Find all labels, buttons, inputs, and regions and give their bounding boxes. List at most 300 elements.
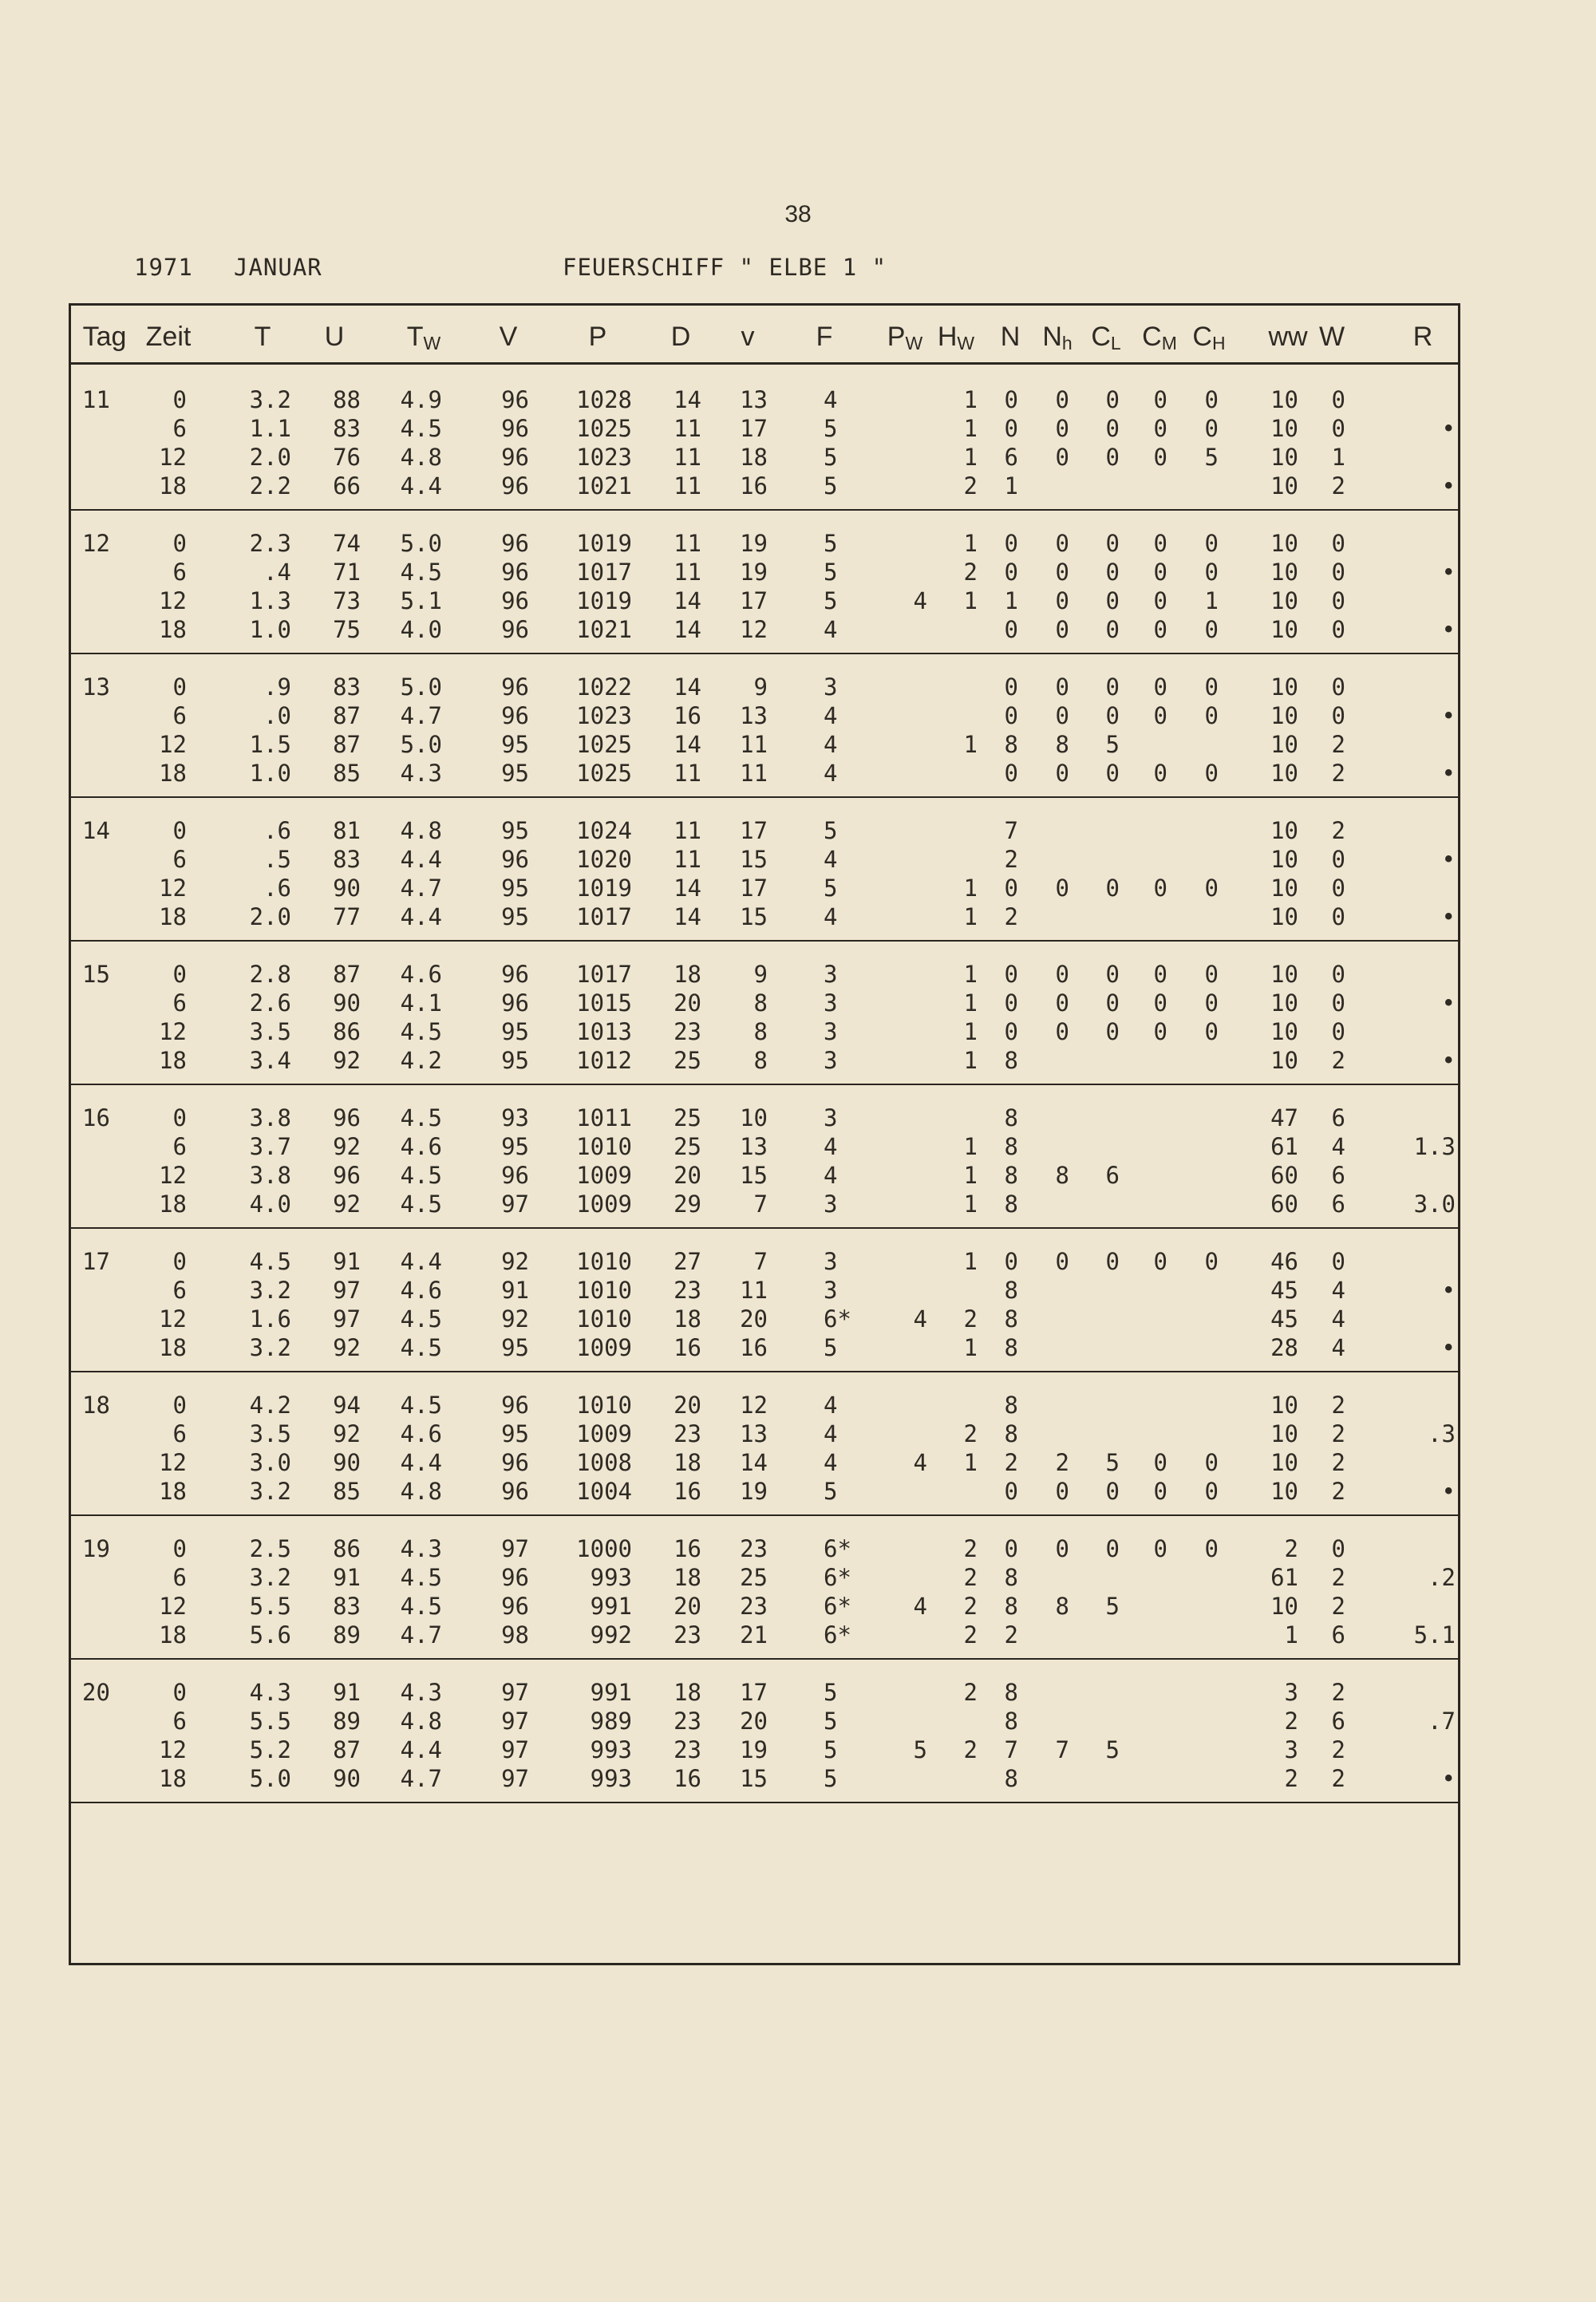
cell-f: 4 [824,386,838,413]
cell-tw: 4.6 [400,961,442,988]
cell-t: 2.0 [249,903,291,930]
cell-v: 96 [501,961,529,988]
cell-d: 29 [674,1190,701,1218]
cell-zeit: 6 [172,1277,187,1304]
cell-u: 96 [333,1104,361,1131]
cell-cl: 0 [1105,415,1120,442]
cell-w: 1 [1331,444,1345,471]
cell-d: 23 [674,1708,701,1735]
cell-ww: 60 [1270,1162,1298,1189]
cell-t: 3.2 [249,1478,291,1505]
cell-f: 5 [824,415,838,442]
cell-hw: 1 [963,386,978,413]
cell-t: 1.1 [249,415,291,442]
cell-w: 4 [1331,1277,1345,1304]
cell-p: 1009 [576,1334,632,1361]
cell-vv: 15 [740,846,768,873]
cell-n: 8 [1004,1593,1018,1620]
cell-r: • [1441,616,1456,643]
cell-p: 1009 [576,1162,632,1189]
cell-ch: 5 [1204,444,1219,471]
cell-r: .2 [1428,1564,1456,1591]
cell-p: 1019 [576,587,632,614]
cell-tw: 4.4 [400,846,442,873]
cell-ww: 10 [1270,760,1298,787]
cell-pw: 5 [913,1736,927,1763]
cell-d: 25 [674,1104,701,1131]
cell-r: • [1441,472,1456,499]
cell-nh: 0 [1055,1478,1069,1505]
cell-w: 0 [1331,1248,1345,1275]
cell-d: 23 [674,1621,701,1649]
cell-t: 1.3 [249,587,291,614]
cell-n: 7 [1004,1736,1018,1763]
cell-nh: 0 [1055,587,1069,614]
cell-ww: 10 [1270,444,1298,471]
cell-vv: 21 [740,1621,768,1649]
cell-n: 0 [1004,989,1018,1017]
cell-u: 83 [333,673,361,701]
cell-ww: 45 [1270,1305,1298,1333]
cell-ww: 45 [1270,1277,1298,1304]
cell-p: 992 [590,1621,632,1649]
cell-t: 5.6 [249,1621,291,1649]
cell-ch: 0 [1204,961,1219,988]
cell-r: • [1441,760,1456,787]
cell-vv: 15 [740,1765,768,1792]
cell-ww: 3 [1284,1679,1298,1706]
cell-tw: 4.5 [400,415,442,442]
cell-t: 5.0 [249,1765,291,1792]
cell-w: 0 [1331,530,1345,557]
cell-p: 1013 [576,1018,632,1045]
cell-vv: 17 [740,817,768,844]
cell-f: 4 [824,731,838,758]
day-block-18 [71,1371,1458,1516]
cell-vv: 13 [740,702,768,729]
column-header-vv: v [741,322,755,352]
cell-u: 89 [333,1708,361,1735]
cell-f: 3 [824,673,838,701]
cell-p: 1010 [576,1392,632,1419]
cell-f: 5 [824,875,838,902]
cell-w: 2 [1331,731,1345,758]
cell-f: 4 [824,760,838,787]
cell-ch: 0 [1204,1478,1219,1505]
cell-nh: 0 [1055,1535,1069,1562]
cell-ww: 10 [1270,530,1298,557]
cell-d: 16 [674,1478,701,1505]
cell-n: 8 [1004,1190,1018,1218]
cell-w: 0 [1331,989,1345,1017]
cell-u: 90 [333,875,361,902]
cell-f: 5 [824,1765,838,1792]
cell-f: 4 [824,846,838,873]
cell-f: 6* [824,1564,851,1591]
cell-hw: 2 [963,1593,978,1620]
cell-f: 3 [824,1190,838,1218]
cell-v: 92 [501,1248,529,1275]
cell-w: 4 [1331,1133,1345,1160]
header-ship-name: FEUERSCHIFF " ELBE 1 " [563,254,887,281]
cell-d: 11 [674,472,701,499]
cell-u: 87 [333,1736,361,1763]
cell-cm: 0 [1153,386,1167,413]
cell-tw: 4.4 [400,1248,442,1275]
cell-n: 8 [1004,1305,1018,1333]
cell-p: 1021 [576,472,632,499]
cell-r: • [1441,1277,1456,1304]
cell-u: 71 [333,559,361,586]
cell-zeit: 18 [159,903,187,930]
cell-p: 1020 [576,846,632,873]
cell-vv: 13 [740,386,768,413]
cell-zeit: 0 [172,1104,187,1131]
column-header-tw: $T_W$ [406,322,441,353]
cell-n: 0 [1004,875,1018,902]
cell-ww: 10 [1270,415,1298,442]
cell-zeit: 12 [159,1162,187,1189]
cell-p: 1021 [576,616,632,643]
cell-p: 1023 [576,444,632,471]
cell-d: 25 [674,1133,701,1160]
cell-v: 95 [501,1334,529,1361]
cell-u: 92 [333,1047,361,1074]
cell-cl: 5 [1105,731,1120,758]
cell-w: 0 [1331,961,1345,988]
cell-vv: 20 [740,1708,768,1735]
cell-tw: 5.1 [400,587,442,614]
cell-hw: 1 [963,1334,978,1361]
cell-f: 4 [824,1162,838,1189]
cell-ch: 0 [1204,989,1219,1017]
cell-nh: 0 [1055,961,1069,988]
cell-vv: 13 [740,1420,768,1447]
cell-v: 97 [501,1535,529,1562]
cell-t: 2.6 [249,989,291,1017]
cell-r: • [1441,846,1456,873]
cell-tw: 4.5 [400,1334,442,1361]
cell-f: 5 [824,472,838,499]
cell-tw: 4.6 [400,1420,442,1447]
cell-d: 11 [674,444,701,471]
cell-ww: 10 [1270,731,1298,758]
cell-ch: 0 [1204,616,1219,643]
cell-tw: 4.1 [400,989,442,1017]
cell-ww: 10 [1270,702,1298,729]
cell-tw: 4.8 [400,817,442,844]
cell-nh: 0 [1055,444,1069,471]
header-year: 1971 [134,254,193,281]
cell-t: 2.5 [249,1535,291,1562]
cell-u: 73 [333,587,361,614]
cell-vv: 16 [740,1334,768,1361]
cell-vv: 9 [753,961,768,988]
cell-t: 2.8 [249,961,291,988]
cell-n: 8 [1004,1277,1018,1304]
cell-vv: 15 [740,1162,768,1189]
cell-ch: 1 [1204,587,1219,614]
cell-zeit: 0 [172,1248,187,1275]
cell-t: .0 [263,702,291,729]
day-tag: 14 [82,817,110,844]
cell-f: 5 [824,559,838,586]
cell-v: 95 [501,731,529,758]
cell-p: 989 [590,1708,632,1735]
cell-pw: 4 [913,1449,927,1476]
cell-f: 4 [824,1449,838,1476]
cell-tw: 4.3 [400,760,442,787]
cell-p: 993 [590,1765,632,1792]
day-block-13 [71,653,1458,798]
cell-d: 16 [674,1765,701,1792]
cell-tw: 4.4 [400,472,442,499]
cell-t: 3.7 [249,1133,291,1160]
cell-ww: 10 [1270,559,1298,586]
cell-n: 0 [1004,1478,1018,1505]
cell-vv: 17 [740,415,768,442]
cell-w: 0 [1331,875,1345,902]
cell-u: 94 [333,1392,361,1419]
cell-f: 5 [824,1736,838,1763]
cell-r: • [1441,559,1456,586]
day-tag: 16 [82,1104,110,1131]
cell-tw: 4.5 [400,1018,442,1045]
cell-u: 85 [333,760,361,787]
cell-ch: 0 [1204,1535,1219,1562]
cell-vv: 18 [740,444,768,471]
cell-zeit: 0 [172,673,187,701]
cell-d: 18 [674,1449,701,1476]
cell-t: 3.0 [249,1449,291,1476]
cell-tw: 4.9 [400,386,442,413]
cell-hw: 1 [963,1162,978,1189]
cell-p: 991 [590,1593,632,1620]
cell-ch: 0 [1204,1449,1219,1476]
cell-w: 2 [1331,1679,1345,1706]
cell-t: 5.5 [249,1708,291,1735]
cell-n: 1 [1004,587,1018,614]
cell-tw: 4.6 [400,1277,442,1304]
cell-cl: 5 [1105,1736,1120,1763]
cell-r: • [1441,415,1456,442]
cell-p: 1000 [576,1535,632,1562]
cell-n: 2 [1004,846,1018,873]
cell-f: 5 [824,1708,838,1735]
cell-d: 23 [674,1736,701,1763]
cell-d: 11 [674,846,701,873]
cell-zeit: 12 [159,1736,187,1763]
cell-r: • [1441,1334,1456,1361]
cell-nh: 0 [1055,1248,1069,1275]
cell-w: 6 [1331,1104,1345,1131]
cell-u: 91 [333,1679,361,1706]
column-header-hw: $H_W$ [937,322,975,353]
cell-cl: 0 [1105,702,1120,729]
cell-tw: 4.5 [400,1593,442,1620]
cell-nh: 0 [1055,559,1069,586]
cell-nh: 8 [1055,1162,1069,1189]
cell-v: 97 [501,1736,529,1763]
cell-cl: 0 [1105,760,1120,787]
day-block-14 [71,796,1458,942]
cell-cm: 0 [1153,1478,1167,1505]
cell-zeit: 18 [159,760,187,787]
column-header-p: P [588,322,607,352]
cell-w: 0 [1331,846,1345,873]
cell-f: 3 [824,1047,838,1074]
cell-tw: 4.4 [400,1736,442,1763]
cell-cl: 0 [1105,1478,1120,1505]
cell-t: .6 [263,817,291,844]
cell-v: 95 [501,1420,529,1447]
cell-vv: 19 [740,1478,768,1505]
page-number: 38 [784,201,812,227]
cell-t: 3.2 [249,1564,291,1591]
cell-vv: 16 [740,472,768,499]
cell-d: 14 [674,731,701,758]
cell-f: 6* [824,1621,851,1649]
cell-zeit: 0 [172,1535,187,1562]
cell-zeit: 6 [172,702,187,729]
cell-vv: 19 [740,530,768,557]
cell-cm: 0 [1153,1449,1167,1476]
cell-n: 8 [1004,731,1018,758]
cell-cm: 0 [1153,1535,1167,1562]
cell-w: 2 [1331,1765,1345,1792]
cell-n: 0 [1004,1248,1018,1275]
cell-n: 8 [1004,1104,1018,1131]
cell-p: 1024 [576,817,632,844]
cell-ww: 3 [1284,1736,1298,1763]
cell-n: 2 [1004,1621,1018,1649]
cell-v: 93 [501,1104,529,1131]
cell-v: 96 [501,616,529,643]
cell-w: 6 [1331,1708,1345,1735]
cell-vv: 8 [753,1018,768,1045]
column-header-n: N [1000,322,1021,352]
cell-n: 7 [1004,817,1018,844]
cell-zeit: 0 [172,817,187,844]
cell-ww: 2 [1284,1765,1298,1792]
cell-vv: 17 [740,1679,768,1706]
cell-v: 95 [501,817,529,844]
cell-cm: 0 [1153,989,1167,1017]
cell-zeit: 6 [172,1133,187,1160]
cell-tw: 4.4 [400,903,442,930]
cell-vv: 13 [740,1133,768,1160]
cell-ch: 0 [1204,875,1219,902]
cell-ww: 10 [1270,846,1298,873]
cell-p: 1010 [576,1248,632,1275]
cell-ch: 0 [1204,386,1219,413]
cell-hw: 1 [963,1190,978,1218]
cell-zeit: 12 [159,444,187,471]
data-table [69,303,1460,1965]
cell-v: 96 [501,702,529,729]
cell-d: 20 [674,1162,701,1189]
cell-v: 96 [501,1593,529,1620]
cell-u: 66 [333,472,361,499]
cell-n: 0 [1004,961,1018,988]
cell-hw: 1 [963,875,978,902]
cell-ww: 10 [1270,1392,1298,1419]
cell-zeit: 12 [159,731,187,758]
cell-ww: 1 [1284,1621,1298,1649]
cell-u: 91 [333,1564,361,1591]
cell-tw: 4.7 [400,875,442,902]
cell-ww: 10 [1270,1018,1298,1045]
cell-f: 4 [824,1392,838,1419]
cell-p: 1010 [576,1133,632,1160]
cell-vv: 19 [740,559,768,586]
cell-u: 81 [333,817,361,844]
cell-zeit: 18 [159,616,187,643]
cell-v: 96 [501,1564,529,1591]
cell-u: 88 [333,386,361,413]
cell-ww: 10 [1270,673,1298,701]
cell-v: 96 [501,1392,529,1419]
cell-d: 25 [674,1047,701,1074]
cell-ww: 10 [1270,616,1298,643]
cell-vv: 17 [740,875,768,902]
cell-zeit: 12 [159,875,187,902]
cell-tw: 4.5 [400,1104,442,1131]
cell-pw: 4 [913,1593,927,1620]
cell-u: 90 [333,1449,361,1476]
cell-u: 87 [333,731,361,758]
cell-hw: 1 [963,1248,978,1275]
cell-ww: 10 [1270,989,1298,1017]
cell-t: 4.3 [249,1679,291,1706]
cell-f: 6* [824,1535,851,1562]
cell-hw: 2 [963,1420,978,1447]
cell-d: 27 [674,1248,701,1275]
cell-zeit: 18 [159,1765,187,1792]
cell-w: 0 [1331,616,1345,643]
cell-f: 4 [824,616,838,643]
cell-p: 1019 [576,530,632,557]
cell-r: • [1441,1765,1456,1792]
cell-zeit: 18 [159,1621,187,1649]
cell-tw: 4.5 [400,1305,442,1333]
cell-cm: 0 [1153,961,1167,988]
cell-tw: 4.3 [400,1679,442,1706]
cell-f: 3 [824,961,838,988]
cell-v: 95 [501,760,529,787]
column-header-ch: $C_H$ [1192,322,1226,353]
column-header-u: U [324,322,345,352]
cell-tw: 4.7 [400,1621,442,1649]
cell-p: 1004 [576,1478,632,1505]
cell-zeit: 0 [172,386,187,413]
day-block-17 [71,1227,1458,1372]
cell-t: 3.5 [249,1420,291,1447]
cell-nh: 8 [1055,731,1069,758]
cell-f: 4 [824,1420,838,1447]
cell-ww: 60 [1270,1190,1298,1218]
cell-w: 0 [1331,559,1345,586]
cell-t: 4.2 [249,1392,291,1419]
cell-v: 95 [501,1018,529,1045]
cell-f: 5 [824,1334,838,1361]
cell-u: 89 [333,1621,361,1649]
cell-n: 0 [1004,386,1018,413]
cell-u: 76 [333,444,361,471]
cell-vv: 14 [740,1449,768,1476]
cell-t: 3.4 [249,1047,291,1074]
cell-zeit: 0 [172,1679,187,1706]
